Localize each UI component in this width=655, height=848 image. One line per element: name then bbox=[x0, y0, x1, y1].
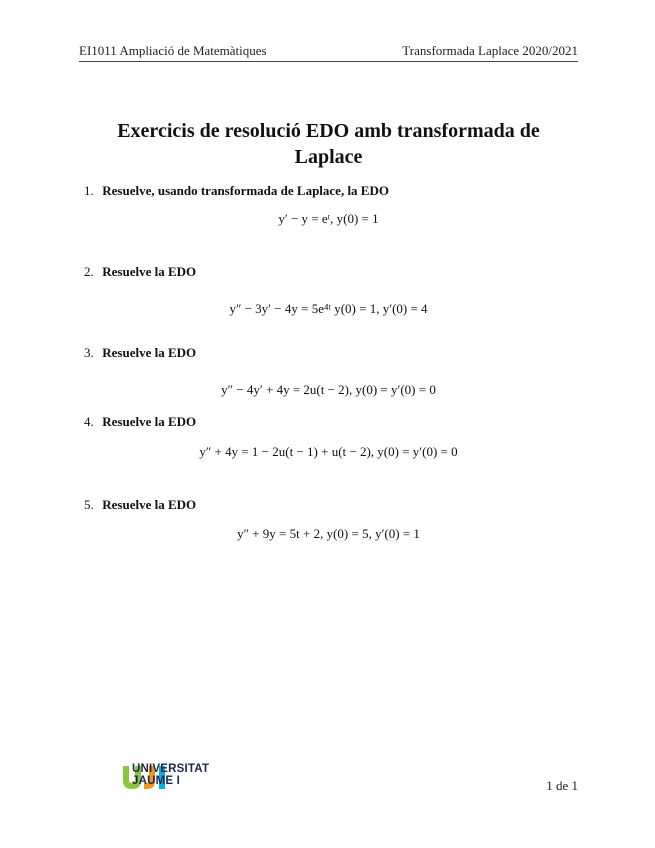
exercise-5 bbox=[84, 497, 196, 513]
exercise-5-equation: y″ + 9y = 5t + 2, y(0) = 5, y′(0) = 1 bbox=[237, 526, 420, 541]
document-title bbox=[79, 118, 578, 170]
exercise-statement: Resuelve, usando transformada de Laplace, la EDO bbox=[102, 183, 389, 198]
page-header bbox=[79, 43, 578, 59]
header-rule bbox=[79, 61, 578, 62]
university-name bbox=[132, 763, 209, 787]
exercise-1-equation: y′ − y = eᵗ, y(0) = 1 bbox=[278, 211, 379, 226]
exercise-4 bbox=[84, 414, 196, 430]
exercise-3-equation: y″ − 4y′ + 4y = 2u(t − 2), y(0) = y′(0) = 0 bbox=[221, 382, 436, 397]
header-topic: Transformada Laplace 2020/2021 bbox=[402, 43, 578, 58]
exercise-4-equation: y″ + 4y = 1 − 2u(t − 1) + u(t − 2), y(0) = y′(0) = 0 bbox=[199, 444, 458, 459]
exercise-number: 1. bbox=[84, 183, 94, 198]
title-line-1: Exercicis de resolució EDO amb transformada de bbox=[117, 120, 540, 142]
exercise-number: 5. bbox=[84, 497, 94, 512]
exercise-statement: Resuelve la EDO bbox=[102, 497, 197, 512]
exercise-statement: Resuelve la EDO bbox=[102, 414, 197, 429]
exercise-2 bbox=[84, 264, 196, 280]
exercise-2-equation: y″ − 3y′ − 4y = 5e⁴ᵗ y(0) = 1, y′(0) = 4 bbox=[229, 301, 428, 316]
exercise-statement: Resuelve la EDO bbox=[102, 345, 197, 360]
title-line-2: Laplace bbox=[294, 146, 363, 168]
logo-line-2: JAUME I bbox=[132, 775, 181, 787]
exercise-number: 3. bbox=[84, 345, 94, 360]
exercise-number: 2. bbox=[84, 264, 94, 279]
exercise-statement: Resuelve la EDO bbox=[102, 264, 197, 279]
exercise-1 bbox=[84, 183, 389, 199]
logo-line-1: UNIVERSITAT bbox=[132, 763, 210, 775]
exercise-3 bbox=[84, 345, 196, 361]
exercise-number: 4. bbox=[84, 414, 94, 429]
page-number: 1 de 1 bbox=[546, 778, 578, 793]
header-course: EI1011 Ampliació de Matemàtiques bbox=[79, 43, 267, 58]
